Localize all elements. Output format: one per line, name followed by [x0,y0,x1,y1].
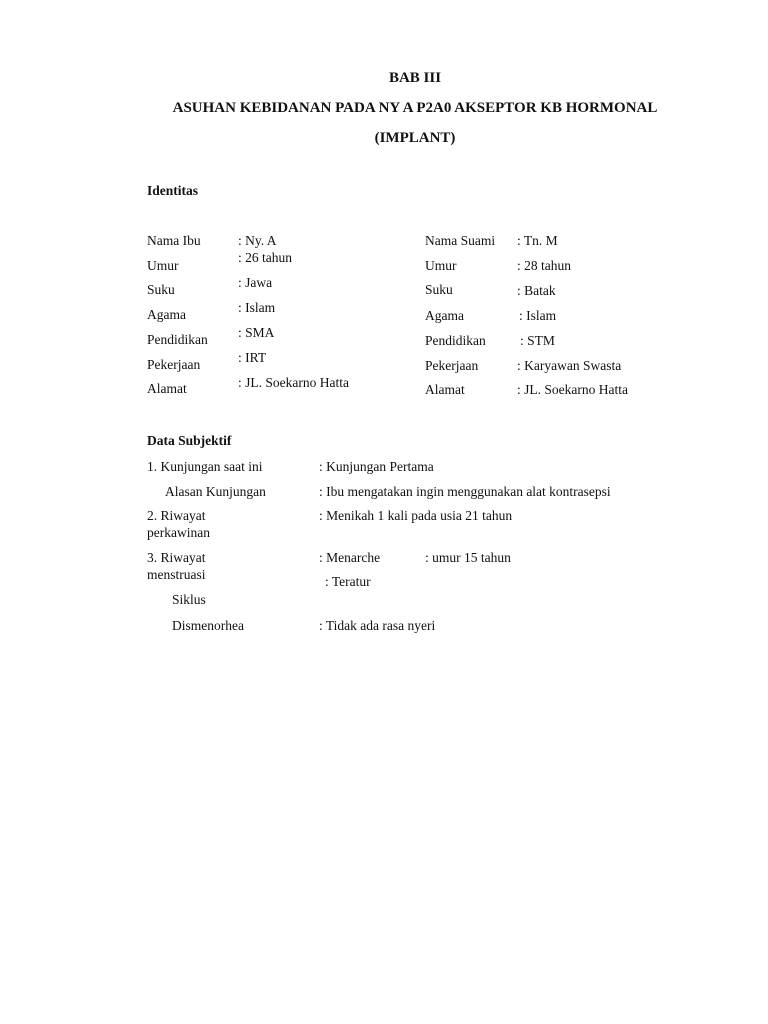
ibu-value-nama: : Ny. A [238,233,277,248]
suami-value-nama: : Tn. M [517,233,558,248]
ibu-value-suku: : Jawa [238,275,273,290]
menarche-label: : Menarche [319,550,381,565]
document-subtitle: (IMPLANT) [374,130,456,146]
ibu-label-pendidikan: Pendidikan [147,332,208,347]
perkawinan-label-cont: perkawinan [147,525,210,540]
data-subjektif-heading: Data Subjektif [147,433,232,448]
perkawinan-value: : Menikah 1 kali pada usia 21 tahun [319,508,513,523]
ibu-value-agama: : Islam [238,300,276,315]
suami-value-pendidikan: : STM [520,333,555,348]
alasan-value: : Ibu mengatakan ingin menggunakan alat kontrasepsi [319,484,611,499]
siklus-label: Siklus [172,592,206,607]
ibu-value-umur: : 26 tahun [238,250,292,265]
ibu-value-pekerjaan: : IRT [238,350,267,365]
ibu-label-alamat: Alamat [147,381,187,396]
menstruasi-label-cont: menstruasi [147,567,206,582]
ibu-value-alamat: : JL. Soekarno Hatta [238,375,349,390]
suami-label-pendidikan: Pendidikan [425,333,486,348]
dismenorhea-label: Dismenorhea [172,618,244,633]
identitas-heading: Identitas [147,183,199,198]
suami-value-umur: : 28 tahun [517,258,571,273]
menarche-value: : umur 15 tahun [425,550,511,565]
dismenorhea-value: : Tidak ada rasa nyeri [319,618,436,633]
ibu-label-suku: Suku [147,282,175,297]
document-title: ASUHAN KEBIDANAN PADA NY A P2A0 AKSEPTOR KB HORMONAL [172,100,658,116]
menstruasi-label: 3. Riwayat [147,550,206,565]
ibu-label-nama: Nama Ibu [147,233,201,248]
suami-label-agama: Agama [425,308,464,323]
suami-value-suku: : Batak [517,283,556,298]
kunjungan-value: : Kunjungan Pertama [319,459,434,474]
kunjungan-label: 1. Kunjungan saat ini [147,459,263,474]
suami-value-alamat: : JL. Soekarno Hatta [517,382,628,397]
suami-label-alamat: Alamat [425,382,465,397]
suami-label-suku: Suku [425,282,453,297]
ibu-label-pekerjaan: Pekerjaan [147,357,201,372]
chapter-heading: BAB III [388,70,442,86]
suami-label-umur: Umur [425,258,457,273]
alasan-label: Alasan Kunjungan [165,484,266,499]
siklus-value: : Teratur [325,574,371,589]
suami-label-pekerjaan: Pekerjaan [425,358,479,373]
ibu-label-agama: Agama [147,307,186,322]
perkawinan-label: 2. Riwayat [147,508,206,523]
ibu-label-umur: Umur [147,258,179,273]
ibu-value-pendidikan: : SMA [238,325,275,340]
suami-value-agama: : Islam [519,308,557,323]
suami-label-nama: Nama Suami [425,233,496,248]
suami-value-pekerjaan: : Karyawan Swasta [517,358,622,373]
